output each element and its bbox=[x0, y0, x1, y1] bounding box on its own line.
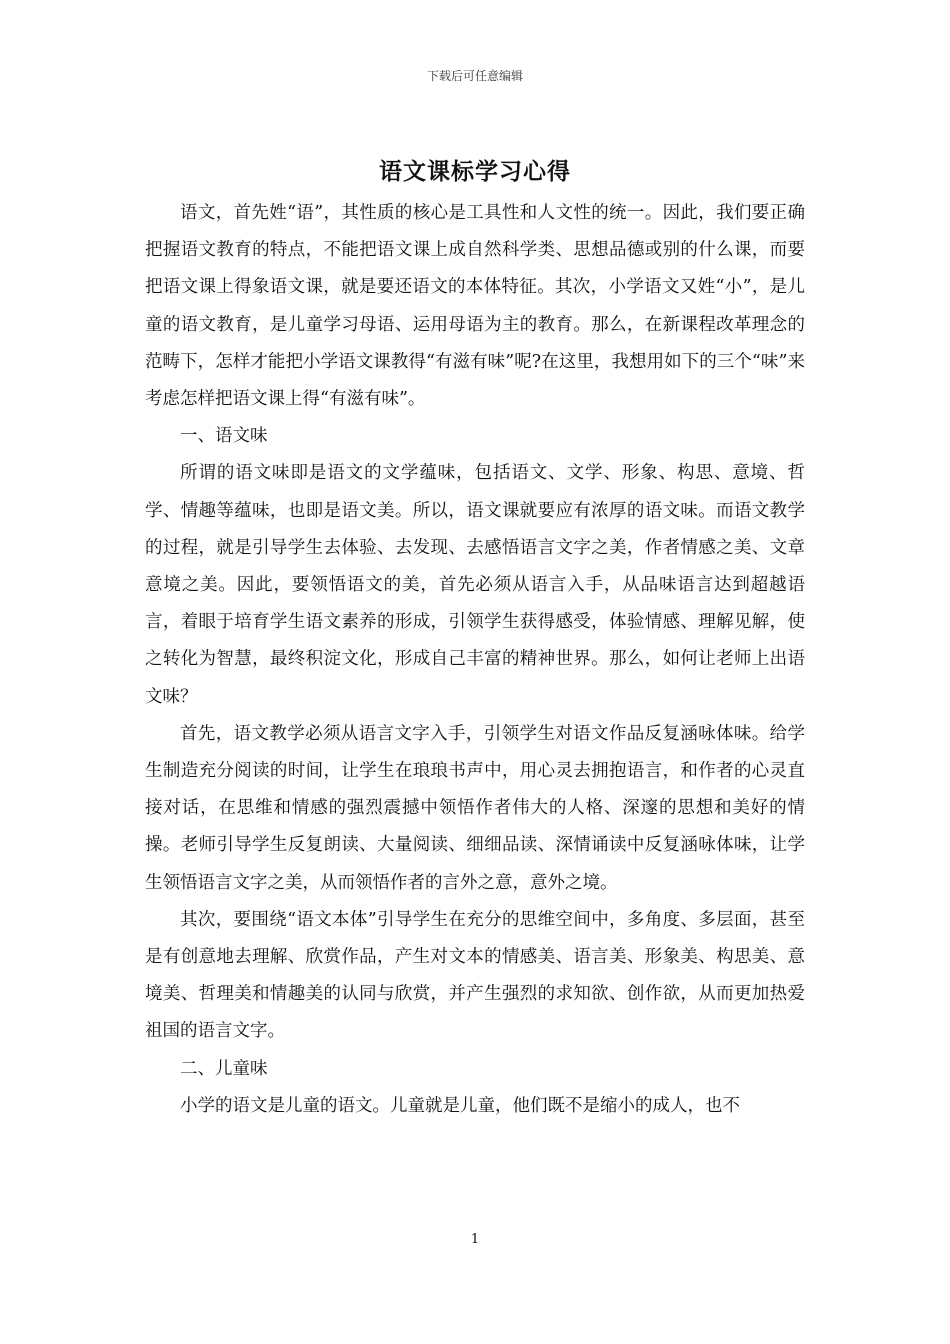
paragraph-intro: 语文，首先姓“语”，其性质的核心是工具性和人文性的统一。因此，我们要正确把握语文教育的特点，不能把语文课上成自然科学类、思想品德或别的什么课，而要把语文课上得象语文课，就是要还语文的本体特征。其次，小学语文又姓“小”，是儿童的语文教育，是儿童学习母语、运用母语为主的教育。那么，在新课程改革理念的范畴下，怎样才能把小学语文课教得“有滋有味”呢?在这里，我想用如下的三个“味”来考虑怎样把语文课上得“有滋有味”。 bbox=[145, 203, 805, 410]
paragraph: 所谓的语文味即是语文的文学蕴味，包括语文、文学、形象、构思、意境、哲学、情趣等蕴味，也即是语文美。所以，语文课就要应有浓厚的语文味。而语文教学的过程，就是引导学生去体验、去发现、去感悟语言文字之美，作者情感之美、文章意境之美。因此，要领悟语文的美，首先必须从语言入手，从品味语言达到超越语言，着眼于培育学生语文素养的形成，引领学生获得感受，体验情感、理解见解，使之转化为智慧，最终积淀文化，形成自己丰富的精神世界。那么，如何让老师上出语文味？ bbox=[145, 463, 805, 707]
document-title: 语文课标学习心得 bbox=[379, 158, 571, 185]
paragraph: 小学的语文是儿童的语文。儿童就是儿童，他们既不是缩小的成人，也不 bbox=[180, 1095, 740, 1116]
section-heading-2: 二、儿童味 bbox=[180, 1058, 268, 1079]
paragraph: 其次，要围绕“语文本体”引导学生在充分的思维空间中，多角度、多层面，甚至是有创意地去理解、欣赏作品，产生对文本的情感美、语言美、形象美、构思美、意境美、哲理美和情趣美的认同与欣赏，并产生强烈的求知欲、创作欲，从而更加热爱祖国的语言文字。 bbox=[145, 909, 805, 1042]
section-heading-1: 一、语文味 bbox=[180, 426, 268, 447]
page-number: 1 bbox=[470, 1232, 480, 1247]
paragraph: 首先，语文教学必须从语言文字入手，引领学生对语文作品反复涵咏体味。给学生制造充分阅读的时间，让学生在琅琅书声中，用心灵去拥抱语言，和作者的心灵直接对话，在思维和情感的强烈震撼中领悟作者伟大的人格、深邃的思想和美好的情操。老师引导学生反复朗读、大量阅读、细细品读、深情诵读中反复涵咏体味，让学生领悟语言文字之美，从而领悟作者的言外之意，意外之境。 bbox=[145, 723, 805, 893]
document-body bbox=[145, 195, 805, 1125]
header-note: 下载后可任意编辑 bbox=[426, 69, 523, 83]
